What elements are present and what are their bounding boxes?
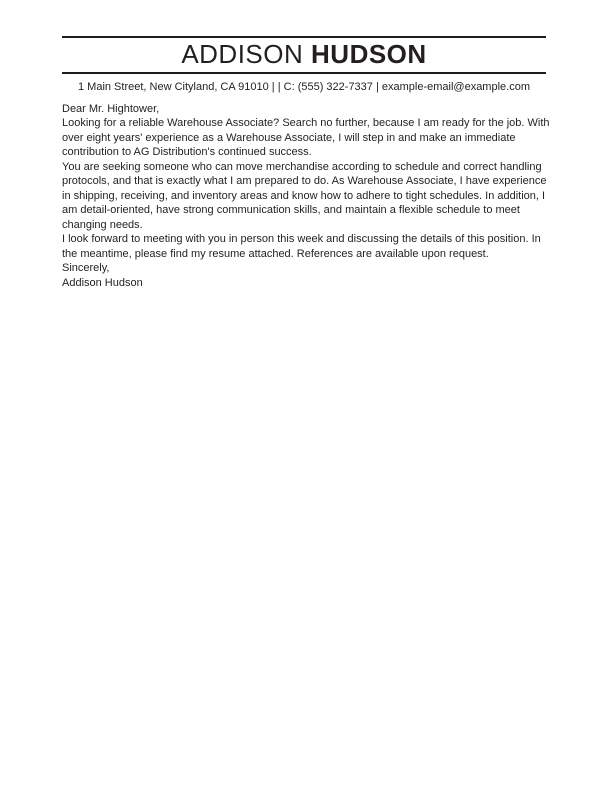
closing: Sincerely, — [62, 262, 110, 275]
candidate-name-heading — [62, 38, 546, 72]
contact-info-line: 1 Main Street, New Cityland, CA 91010 | | C: (555) 322-7337 | example-email@example.com — [77, 80, 530, 93]
signature-name: Addison Hudson — [62, 276, 143, 289]
candidate-last-name: HUDSON — [311, 38, 427, 69]
body-paragraph-1: Looking for a reliable Warehouse Associate? Search no further, because I am ready for the job. With over eight years' experience as a Warehouse Associate, I will step in and make an immediate contribution to AG Distribution's continued success. — [62, 117, 550, 159]
letter-header — [62, 36, 546, 94]
body-paragraph-3: I look forward to meeting with you in person this week and discussing the details of this position. In the meantime, please find my resume attached. References are available upon request. — [62, 233, 541, 260]
body-paragraph-2: You are seeking someone who can move merchandise according to schedule and correct handling protocols, and that is exactly what I am prepared to do. As Warehouse Associate, I have experience in shipping, receiving, and inventory areas and know how to adhere to tight schedules. In addition, I am detail-oriented, have strong communication skills, and maintain a flexible schedule to meet changing needs. — [62, 160, 547, 231]
candidate-first-name: ADDISON — [181, 38, 304, 69]
letter-body — [62, 102, 554, 291]
salutation: Dear Mr. Hightower, — [62, 102, 160, 115]
header-bottom-rule — [62, 72, 546, 74]
